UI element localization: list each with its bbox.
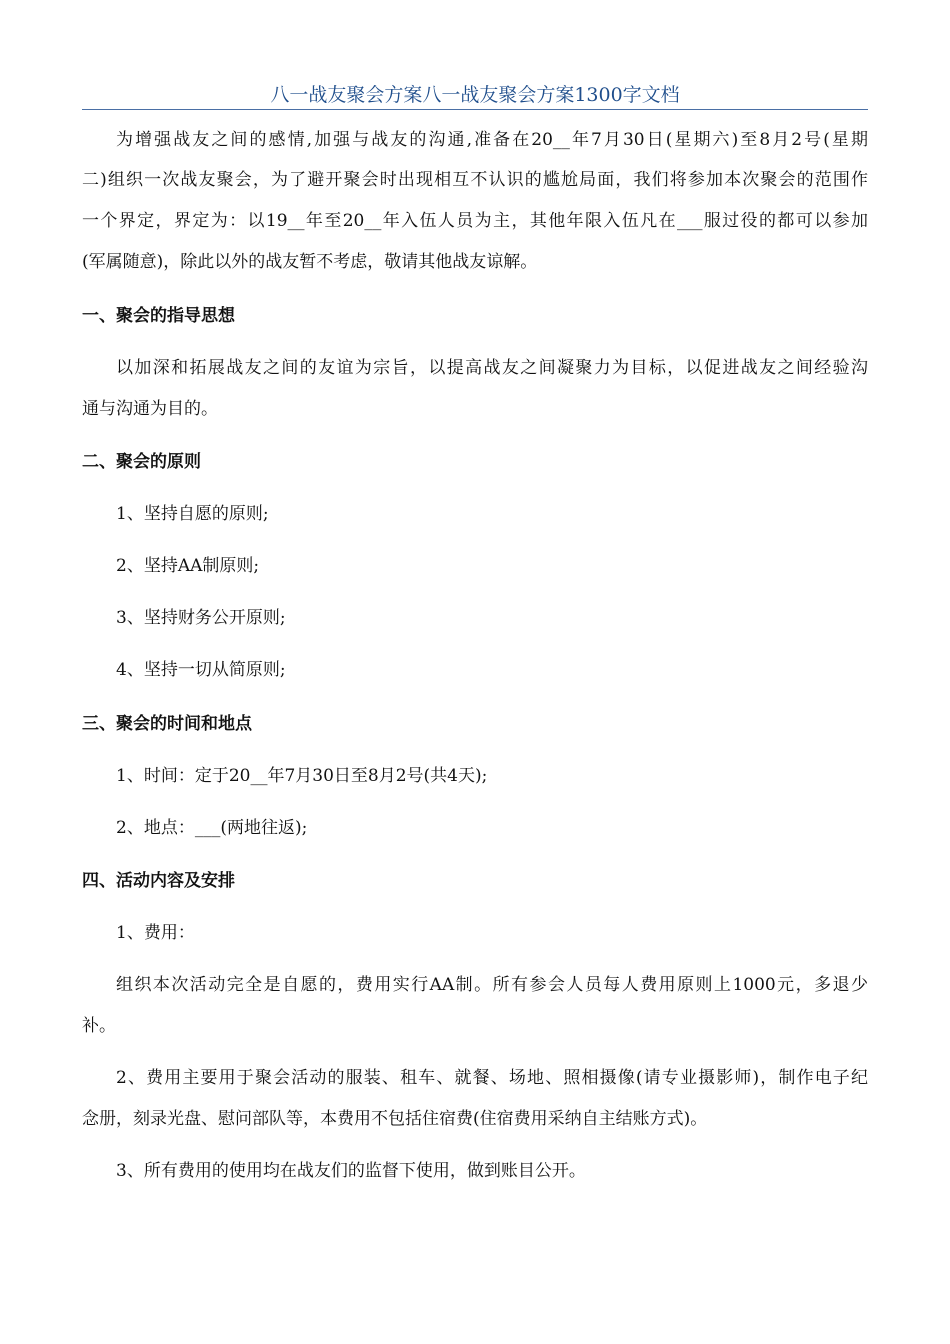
- cost-para1-line-2: 补。: [82, 1016, 116, 1036]
- section1-line-2: 通与沟通为目的。: [82, 399, 218, 419]
- cost-para1-line-1: 组织本次活动完全是自愿的，费用实行AA制。所有参会人员每人费用原则上1000元，多退少: [116, 975, 868, 995]
- section-heading-4: 四、活动内容及安排: [82, 871, 235, 891]
- cost-para2-line-2: 念册，刻录光盘、慰问部队等，本费用不包括住宿费(住宿费用采纳自主结账方式)。: [82, 1109, 708, 1129]
- section-heading-2: 二、聚会的原则: [82, 452, 201, 472]
- intro-line-3: 一个界定，界定为：以19__年至20__年入伍人员为主，其他年限入伍凡在___服过役的都可以参加: [82, 211, 868, 231]
- cost-para3: 3、所有费用的使用均在战友们的监督下使用，做到账目公开。: [116, 1161, 586, 1181]
- document-header-title: 八一战友聚会方案八一战友聚会方案1300字文档: [82, 82, 868, 110]
- section1-line-1: 以加深和拓展战友之间的友谊为宗旨，以提高战友之间凝聚力为目标，以促进战友之间经验沟: [116, 358, 868, 378]
- section-heading-3: 三、聚会的时间和地点: [82, 714, 252, 734]
- intro-line-4: (军属随意)，除此以外的战友暂不考虑，敬请其他战友谅解。: [82, 252, 538, 272]
- cost-item-label: 1、费用：: [116, 923, 195, 943]
- intro-line-2: 二)组织一次战友聚会，为了避开聚会时出现相互不认识的尴尬局面，我们将参加本次聚会的范围作: [82, 170, 868, 190]
- intro-line-1: 为增强战友之间的感情,加强与战友的沟通,准备在20__年7月30日(星期六)至8月2号(星期: [116, 130, 868, 150]
- principle-item-1: 1、坚持自愿的原则;: [116, 504, 269, 524]
- principle-item-4: 4、坚持一切从简原则;: [116, 660, 286, 680]
- cost-para2-line-1: 2、费用主要用于聚会活动的服装、租车、就餐、场地、照相摄像(请专业摄影师)，制作电子纪: [116, 1068, 868, 1088]
- principle-item-2: 2、坚持AA制原则;: [116, 556, 260, 576]
- location-item: 2、地点：___(两地往返);: [116, 818, 308, 838]
- time-item: 1、时间：定于20__年7月30日至8月2号(共4天);: [116, 766, 488, 786]
- section-heading-1: 一、聚会的指导思想: [82, 306, 235, 326]
- principle-item-3: 3、坚持财务公开原则;: [116, 608, 286, 628]
